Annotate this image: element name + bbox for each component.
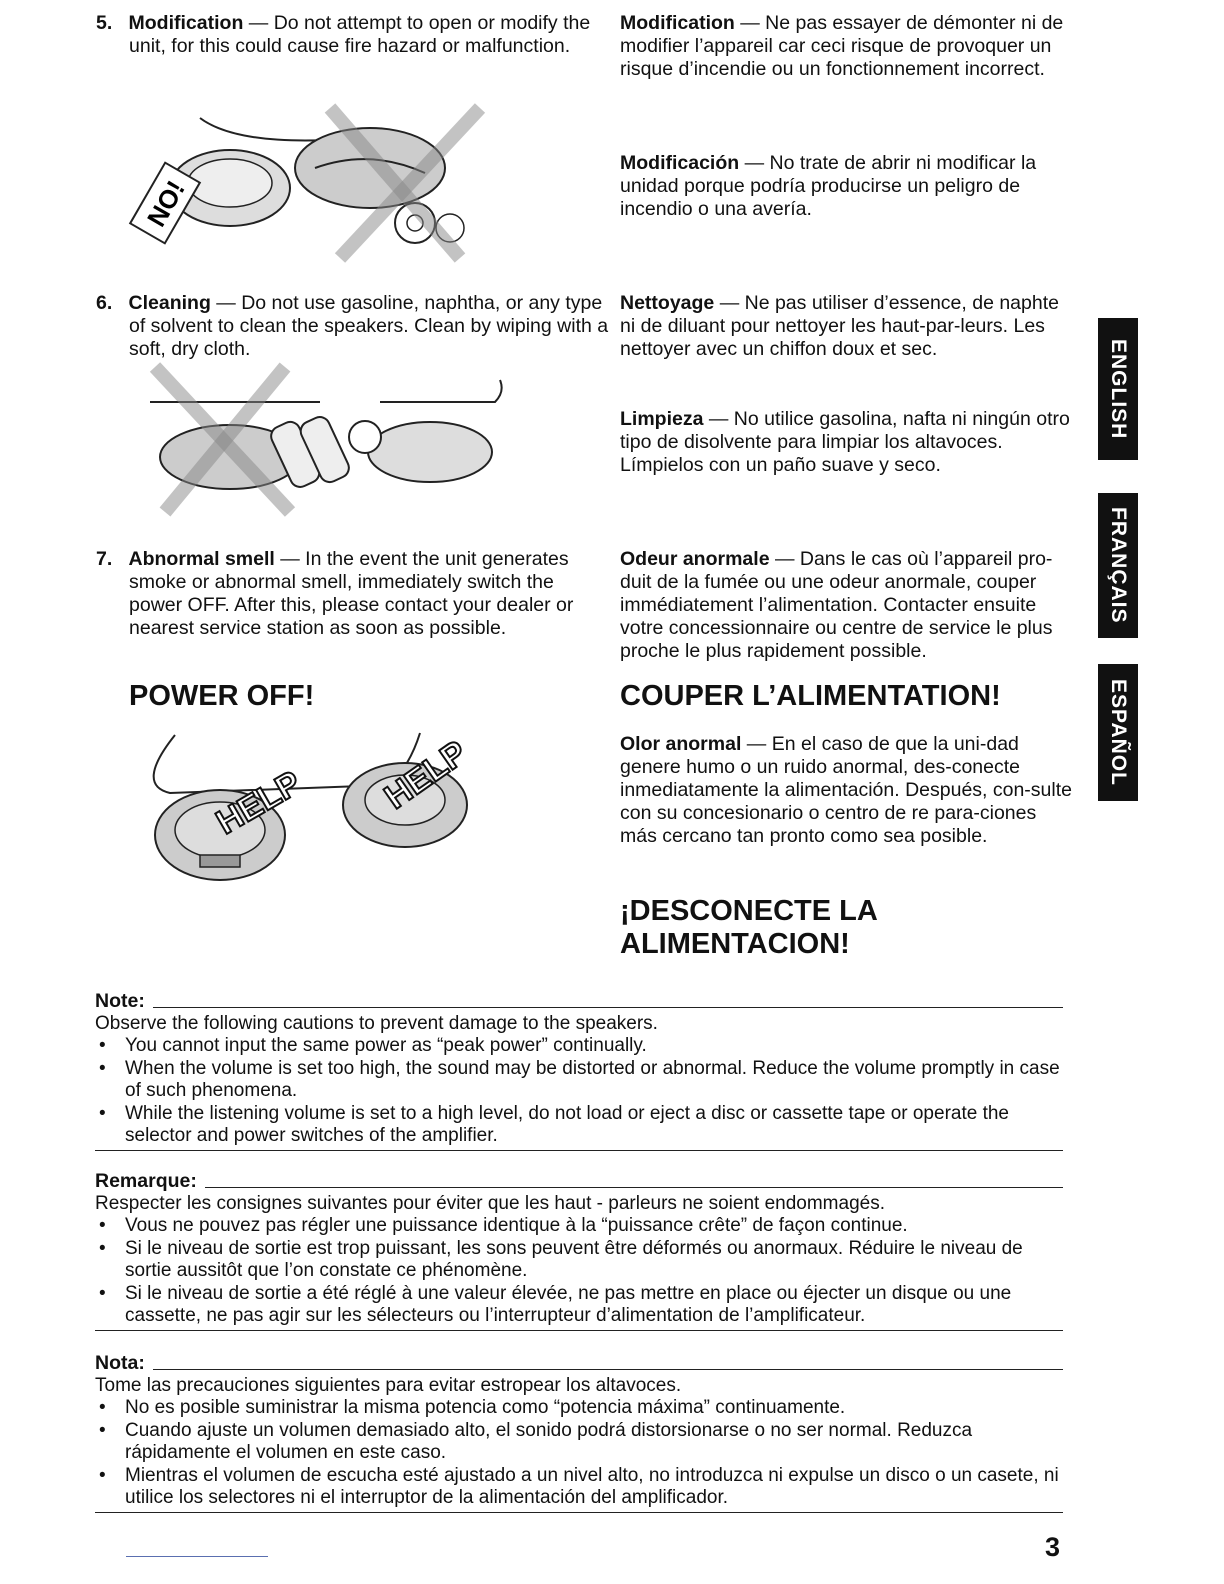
item-number: 6.: [96, 292, 113, 314]
note-bullet: • Si le niveau de sortie a été réglé à une valeur élevée, ne pas mettre en place ou éjecter un disque ou une cassette, ne pas agir sur les sélecteurs ou l’interrupteur d’alimentation de l’amplificateur.: [95, 1283, 1063, 1328]
item-title: Modification: [620, 12, 735, 34]
note-title: Nota:: [95, 1352, 145, 1374]
item-title: Nettoyage: [620, 292, 715, 314]
note-bullet: • Cuando ajuste un volumen demasiado alto, el sonido podrá distorsionarse o no ser normal. Reduzca rápidamente el volumen en este caso.: [95, 1420, 1063, 1465]
note-intro: Respecter les consignes suivantes pour éviter que les haut - parleurs ne soient endommagés.: [95, 1192, 885, 1214]
no-sign-text: NO!: [140, 175, 191, 232]
note-bullet: • Vous ne pouvez pas régler une puissance identique à la “puissance crête” de façon continue.: [95, 1215, 1063, 1238]
item-title: Limpieza: [620, 408, 704, 430]
tab-label: ESPAÑOL: [1107, 679, 1130, 786]
item-title: Modification: [128, 12, 244, 34]
item-title: Abnormal smell: [128, 548, 275, 570]
note-title: Note:: [95, 990, 145, 1012]
heading-power-off-es: [620, 895, 878, 961]
page-number: 3: [1045, 1532, 1061, 1562]
item-smell-en: [96, 548, 609, 640]
tab-label: ENGLISH: [1107, 338, 1130, 440]
item-text: — Do not use gasoline, naphtha, or any type of solvent to clean the speakers. Clean by wiping with a soft, dry cloth.: [129, 292, 609, 360]
item-text: — Dans le cas où l’appareil pro-duit de la fumée ou une odeur anormale, couper immédiatement l’alimentation. Contacter ensuite votre concessionnaire ou centre de service le plus proche le plus rapidement possible.: [620, 548, 1053, 662]
heading-power-off-fr: COUPER L’ALIMENTATION!: [620, 680, 1001, 712]
item-number: 7.: [96, 548, 113, 570]
note-french: [95, 1170, 1063, 1331]
item-modification-es: [620, 152, 1078, 221]
note-title: Remarque:: [95, 1170, 197, 1192]
item-text: — No utilice gasolina, nafta ni ningún otro tipo de disolvente para limpiar los altavoces. Límpielos con un paño suave y seco.: [620, 408, 1070, 476]
item-text: — Ne pas essayer de démonter ni de modifier l’appareil car ceci risque de provoquer un risque d’incendie ou un fonctionnement incorrect.: [620, 12, 1064, 80]
item-smell-es: [620, 733, 1078, 848]
note-english: [95, 990, 1063, 1151]
tab-english: [1098, 318, 1138, 460]
note-spanish: [95, 1352, 1063, 1513]
note-header: [95, 1170, 1063, 1193]
cleaning-illustration: [140, 362, 510, 527]
item-title: Olor anormal: [620, 733, 742, 755]
heading-power-off-en: POWER OFF!: [129, 680, 315, 712]
help-illustration: [140, 725, 500, 890]
item-title: Cleaning: [128, 292, 211, 314]
note-header: [95, 1352, 1063, 1375]
tab-espanol: [1098, 664, 1138, 801]
item-text: — Ne pas utiliser d’essence, de naphte ni de diluant pour nettoyer les haut-par-leurs. Les nettoyer avec un chiffon doux et sec.: [620, 292, 1059, 360]
heading-line: ¡DESCONECTE LA: [620, 895, 878, 927]
note-bullet: • Si le niveau de sortie est trop puissant, les sons peuvent être déformés ou anormaux. Réduire le niveau de sortie aussitôt que l’on constate ce phénomène.: [95, 1238, 1063, 1283]
item-modification-en: [96, 12, 609, 58]
heading-line: ALIMENTACION!: [620, 928, 850, 960]
note-intro: Tome las precauciones siguientes para evitar estropear los altavoces.: [95, 1374, 682, 1396]
item-text: — In the event the unit generates smoke or abnormal smell, immediately switch the power OFF. After this, please contact your dealer or nearest service station as soon as possible.: [129, 548, 574, 639]
item-smell-fr: [620, 548, 1078, 663]
note-bullet: • No es posible suministrar la misma potencia como “potencia máxima” continuamente.: [95, 1397, 1063, 1420]
item-text: — No trate de abrir ni modificar la unidad porque podría producirse un peligro de incendio o una avería.: [620, 152, 1037, 220]
note-header: [95, 990, 1063, 1013]
note-intro: Observe the following cautions to prevent damage to the speakers.: [95, 1012, 658, 1034]
item-number: 5.: [96, 12, 113, 34]
item-text: — Do not attempt to open or modify the unit, for this could cause fire hazard or malfunction.: [129, 12, 591, 57]
item-modification-fr: [620, 12, 1078, 81]
modification-illustration: [120, 88, 520, 268]
item-text: — En el caso de que la uni-dad genere humo o un ruido anormal, des-conecte inmediatamente la alimentación. Después, con-sulte con su concesionario o centro de re para-ciones más cercano tan pronto como sea posible.: [620, 733, 1072, 847]
help-text-left: HELP: [210, 763, 308, 842]
item-cleaning-es: [620, 408, 1078, 477]
footer-rule: [126, 1556, 268, 1557]
item-cleaning-fr: [620, 292, 1078, 361]
tab-francais: [1098, 493, 1138, 638]
tab-label: FRANÇAIS: [1107, 507, 1130, 624]
item-cleaning-en: [96, 292, 609, 361]
note-bullet: • Mientras el volumen de escucha esté ajustado a un nivel alto, no introduzca ni expulse un disco o un casete, ni utilice los selectores ni el interruptor de la alimentación del amplificador.: [95, 1465, 1063, 1510]
note-bullet: • You cannot input the same power as “peak power” continually.: [95, 1035, 1063, 1058]
note-bullet: • While the listening volume is set to a high level, do not load or eject a disc or cassette tape or operate the selector and power switches of the amplifier.: [95, 1103, 1063, 1148]
note-bullet: • When the volume is set too high, the sound may be distorted or abnormal. Reduce the volume promptly in case of such phenomena.: [95, 1058, 1063, 1103]
item-title: Modificación: [620, 152, 740, 174]
item-title: Odeur anormale: [620, 548, 770, 570]
help-text-right: HELP: [377, 733, 474, 817]
